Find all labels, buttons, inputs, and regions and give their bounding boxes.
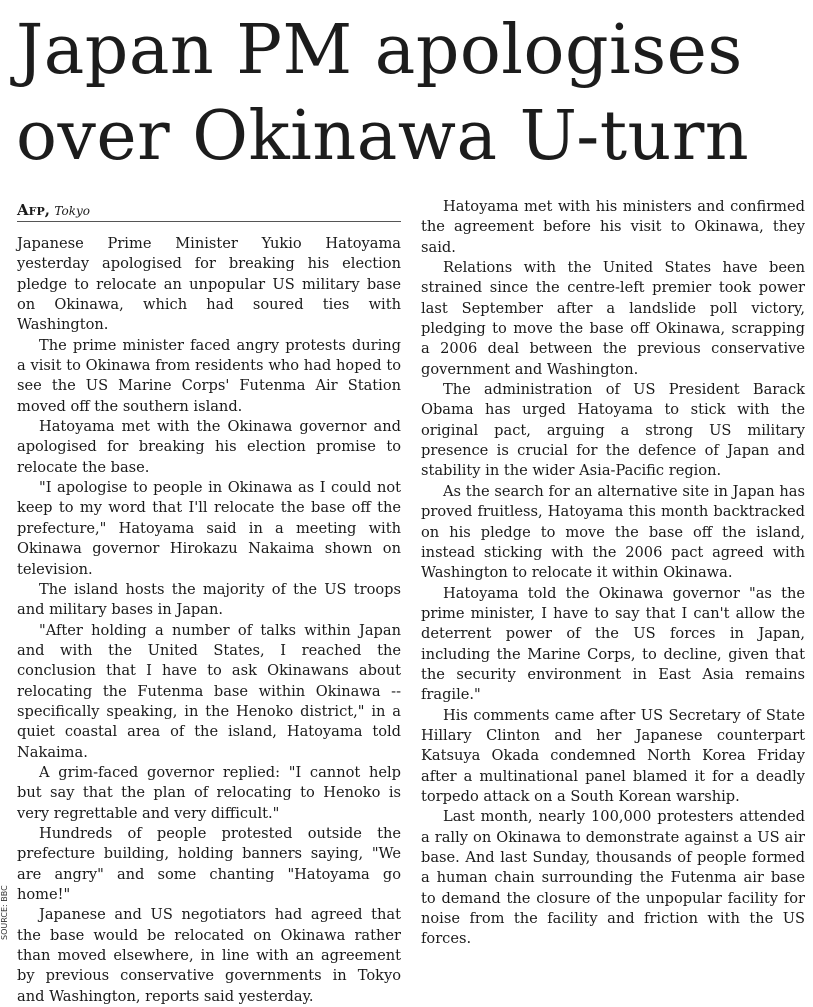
paragraph: Japanese Prime Minister Yukio Hatoyama yesterday apologised for breaking his election pledge to relocate an unpopular US military base on Okinawa, which had soured ties with Washington. [17, 235, 401, 334]
source-credit: SOURCE: BBC [0, 885, 9, 940]
byline [17, 201, 401, 222]
paragraph: Relations with the United States have been strained since the centre-left premier took power last September after a landslide poll victory, pledging to move the base off Okinawa, scrapping a 2006 deal between the previous conservative government and Washington. [421, 259, 805, 378]
paragraph: "I apologise to people in Okinawa as I could not keep to my word that I'll relocate the base off the prefecture," Hatoyama said in a meeting with Okinawa governor Hirokazu Nakaima shown on television. [17, 479, 401, 578]
headline-line-1: Japan PM apologises [16, 11, 743, 90]
paragraph: Hatoyama met with his ministers and confirmed the agreement before his visit to Okinawa, they said. [421, 198, 805, 256]
paragraph: As the search for an alternative site in Japan has proved fruitless, Hatoyama this month backtracked on his pledge to move the base off the island, instead sticking with the 2006 pact agreed with Washington to relocate it within Okinawa. [421, 482, 805, 582]
article-column-right [421, 197, 805, 950]
article-column-left [17, 234, 401, 1007]
paragraph: Last month, nearly 100,000 protesters attended a rally on Okinawa to demonstrate against a US air base. And last Sunday, thousands of people formed a human chain surrounding the Futenma air base to demand the closure of the unpopular facility for noise from the facility and friction with the US forces. [421, 808, 805, 948]
byline-agency: Afp, [17, 201, 50, 219]
paragraph: The island hosts the majority of the US troops and military bases in Japan. [17, 580, 401, 619]
byline-city: Tokyo [54, 204, 90, 218]
headline [16, 8, 806, 180]
paragraph: The prime minister faced angry protests during a visit to Okinawa from residents who had hoped to see the US Marine Corps' Futenma Air Station moved off the southern island. [17, 336, 401, 415]
paragraph: A grim-faced governor replied: "I cannot help but say that the plan of relocating to Henoko is very regrettable and very difficult." [17, 763, 401, 822]
paragraph: Hundreds of people protested outside the prefecture building, holding banners saying, "We are angry" and some chanting "Hatoyama go home!" [17, 824, 401, 903]
paragraph: Hatoyama told the Okinawa governor "as the prime minister, I have to say that I can't allow the deterrent power of the US forces in Japan, including the Marine Corps, to decline, given that the security environment in East Asia remains fragile." [421, 584, 805, 704]
paragraph: "After holding a number of talks within Japan and with the United States, I reached the conclusion that I have to ask Okinawans about relocating the Futenma base within Okinawa -- specifically speaking, in the Henoko district," in a quiet coastal area of the island, Hatoyama told Nakaima. [17, 621, 401, 761]
paragraph: His comments came after US Secretary of State Hillary Clinton and her Japanese counterpart Katsuya Okada condemned North Korea Friday after a multinational panel blamed it for a deadly torpedo attack on a South Korean warship. [421, 706, 805, 805]
headline-line-2: over Okinawa U-turn [16, 97, 750, 176]
paragraph: The administration of US President Barack Obama has urged Hatoyama to stick with the original pact, arguing a strong US military presence is crucial for the defence of Japan and stability in the wider Asia-Pacific region. [421, 381, 805, 480]
paragraph: Hatoyama met with the Okinawa governor and apologised for breaking his election promise to relocate the base. [17, 418, 401, 476]
paragraph: Japanese and US negotiators had agreed that the base would be relocated on Okinawa rather than moved elsewhere, in line with an agreement by previous conservative governments in Tokyo and Washington, reports said yesterday. [17, 906, 401, 1005]
